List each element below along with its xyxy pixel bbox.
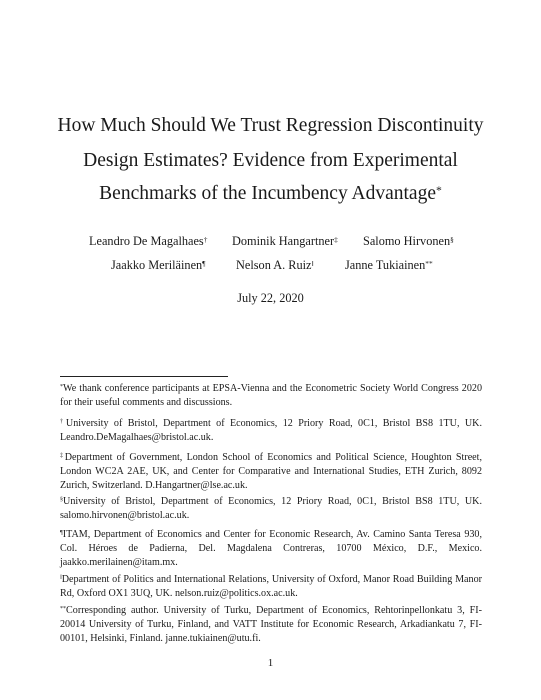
footnote-marker: ¶	[60, 530, 63, 537]
title-line-3	[40, 184, 501, 204]
author	[89, 234, 207, 249]
footnote-text: Corresponding author. University of Turku, Department of Economics, Rehtorinpellonkatu 3, FI-20014 University of Turku, Finland, and VATT Institute for Economic Research, Arkadiankatu 7, FI-00101, Helsinki, Finland. janne.tukiainen@utu.fi.	[60, 605, 482, 645]
footnote-text: University of Bristol, Department of Economics, 12 Priory Road, 0C1, Bristol BS8 1TU, UK. salomo.hirvonen@bristol.ac.uk.	[60, 496, 482, 522]
footnote-marker: §	[60, 497, 64, 504]
author-marker: ‖	[311, 258, 314, 268]
author-name: Dominik Hangartner	[232, 234, 335, 248]
author	[345, 258, 433, 273]
title-line-1: How Much Should We Trust Regression Discontinuity	[57, 115, 484, 136]
footnote-text: We thank conference participants at EPSA-Vienna and the Econometric Society World Congress 2020 for their useful comments and discussions.	[60, 383, 482, 409]
title-footnote-marker: *	[435, 183, 442, 197]
footnote	[60, 417, 482, 445]
footnote-marker: **	[60, 606, 67, 613]
footnote	[60, 573, 482, 601]
publication-date: July 22, 2020	[237, 291, 304, 305]
author-marker: ¶	[202, 258, 206, 268]
author-name: Jaakko Meriläinen	[111, 258, 203, 272]
footnote-text: ITAM, Department of Economics and Center for Economic Research, Av. Camino Santa Teresa 930, Col. Héroes de Padierna, Del. Magdalena Contreras, 10700 México, D.F., Mexico. jaakko.merilainen@itam.mx.	[60, 529, 482, 569]
title-line-3-text: Benchmarks of the Incumbency Advantage	[99, 183, 436, 204]
author	[111, 258, 206, 273]
author-marker: §	[450, 234, 454, 244]
footnote	[60, 528, 482, 571]
footnote	[60, 451, 482, 494]
author	[232, 234, 338, 249]
footnote-marker: ‖	[60, 575, 62, 582]
footnote-text: University of Bristol, Department of Economics, 12 Priory Road, 0C1, Bristol BS8 1TU, UK. Leandro.DeMagalhaes@bristol.ac.uk.	[60, 418, 482, 444]
author-name: Janne Tukiainen	[345, 258, 426, 272]
footnote	[60, 604, 482, 647]
footnote-text: Department of Government, London School of Economics and Political Science, Houghton Street, London WC2A 2AE, UK, and Center for Comparative and International Studies, ETH Zurich, 8092 Zurich, Switzerland. D.Hangartner@lse.ac.uk.	[60, 452, 482, 492]
author-name: Salomo Hirvonen	[363, 234, 451, 248]
title-line-2: Design Estimates? Evidence from Experimental	[83, 150, 458, 171]
footnote-divider	[60, 376, 228, 377]
page-number: 1	[267, 657, 274, 669]
footnote	[60, 382, 482, 410]
footnote-marker: *	[60, 384, 64, 391]
footnote	[60, 495, 482, 523]
author-marker: **	[425, 258, 433, 268]
footnote-marker: ‡	[60, 453, 65, 460]
author-name: Nelson A. Ruiz	[236, 258, 312, 272]
author-marker: ‡	[334, 234, 338, 244]
author-marker: †	[203, 234, 208, 244]
footnote-marker: †	[60, 419, 66, 426]
author-name: Leandro De Magalhaes	[89, 234, 204, 248]
author	[363, 234, 454, 249]
footnote-text: Department of Politics and International Relations, University of Oxford, Manor Road Building Manor Rd, Oxford OX1 3UQ, UK. nelson.ruiz@politics.ox.ac.uk.	[60, 574, 482, 600]
author	[236, 258, 314, 273]
